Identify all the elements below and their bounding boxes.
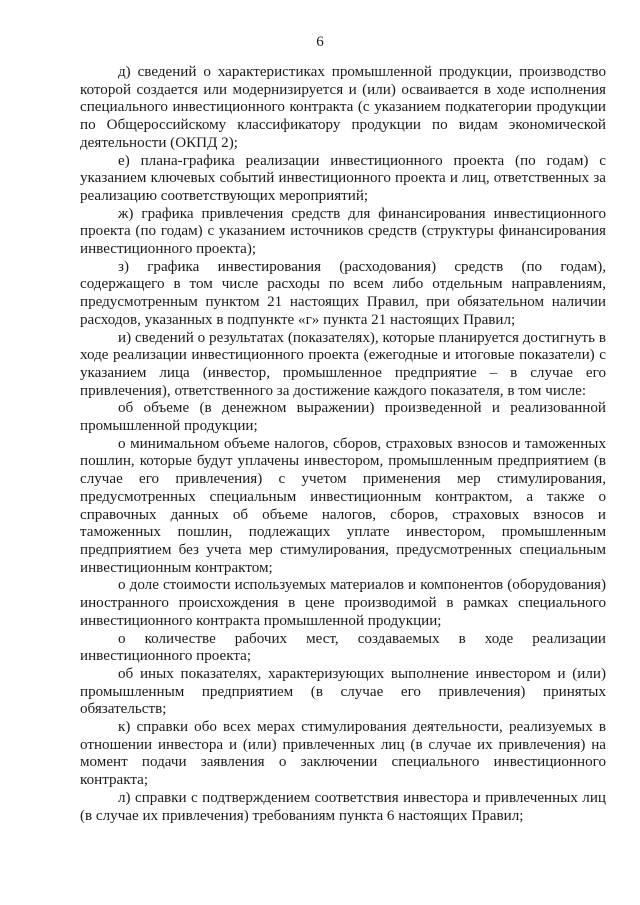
- list-item-other-indicators: об иных показателях, характеризующих выполнение инвестором и (или) промышленным предприятием (в случае его привлечения) принятых обязательств;: [80, 665, 606, 718]
- list-item-minimum-taxes: о минимальном объеме налогов, сборов, страховых взносов и таможенных пошлин, которые будут уплачены инвестором, промышленным предприятием (в случае его привлечения) с учетом применения мер стимулирования, предусмотренных специальным инвестиционным контрактом, а также о справочных данных об объеме налогов, сборов, страховых взносов и таможенных пошлин, подлежащих уплате инвестором, промышленным предприятием без учета мер стимулирования, предусмотренных специальным инвестиционным контрактом;: [80, 435, 606, 576]
- paragraph-d-product-characteristics: д) сведений о характеристиках промышленной продукции, производство которой создается или модернизируется и (или) осваивается в ходе исполнения специального инвестиционного контракта (с указанием подкатегории продукции по Общероссийскому классификатору продукции по видам экономической деятельности (ОКПД 2);: [80, 64, 606, 151]
- paragraph-e-implementation-schedule: е) плана-графика реализации инвестиционного проекта (по годам) с указанием ключевых событий инвестиционного проекта и лиц, ответственных за реализацию соответствующих мероприятий;: [80, 152, 606, 204]
- paragraph-z-investment-schedule: з) графика инвестирования (расходования) средств (по годам), содержащего в том числе расходы по всем либо отдельным направлениям, предусмотренным пунктом 21 настоящих Правил, при обязательном наличии расходов, указанных в подпункте «г» пункта 21 настоящих Правил;: [80, 258, 606, 328]
- list-item-output-volume: об объеме (в денежном выражении) произведенной и реализованной промышленной продукции;: [80, 400, 606, 435]
- paragraph-i-results-indicators: и) сведений о результатах (показателях), которые планируется достигнуть в ходе реализации инвестиционного проекта (ежегодные и итоговые показатели) с указанием лица (инвестор, промышленное предприятие – в случае его привлечения), ответственного за достижение каждого показателя, в том числе:: [80, 329, 606, 399]
- page-number: 6: [316, 34, 324, 50]
- list-item-foreign-share: о доле стоимости используемых материалов и компонентов (оборудования) иностранного происхождения в цене производимой в рамках специального инвестиционного контракта промышленной продукции;: [80, 577, 606, 629]
- paragraph-zh-funding-schedule: ж) графика привлечения средств для финансирования инвестиционного проекта (по годам) с указанием источников средств (структуры финансирования инвестиционного проекта);: [80, 205, 606, 258]
- list-item-jobs-count: о количестве рабочих мест, создаваемых в ходе реализации инвестиционного проекта;: [80, 630, 606, 665]
- paragraph-l-compliance-certificate: л) справки с подтверждением соответствия инвестора и привлеченных лиц (в случае их привлечения) требованиям пункта 6 настоящих Правил;: [80, 789, 606, 824]
- paragraph-k-incentive-measures: к) справки обо всех мерах стимулирования деятельности, реализуемых в отношении инвестора и (или) привлеченных лиц (в случае их привлечения) на момент подачи заявления о заключении специального инвестиционного контракта;: [80, 719, 606, 789]
- document-body: [80, 64, 606, 825]
